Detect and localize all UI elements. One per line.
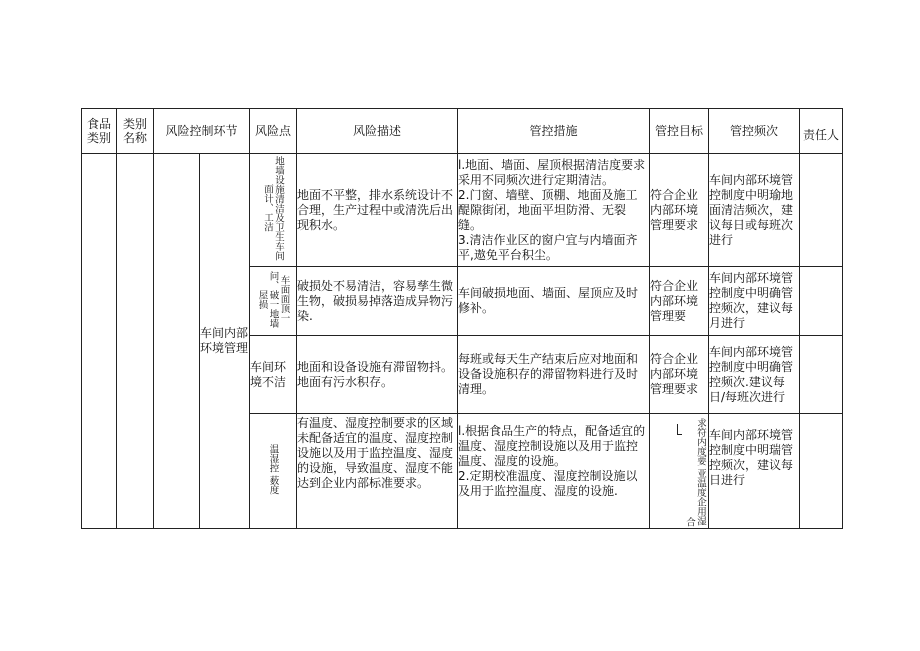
- header-food-category: 食品 类别: [82, 109, 117, 154]
- responsible-cell: [800, 267, 843, 336]
- responsible-cell: [800, 336, 843, 414]
- bracket-mark: [677, 424, 682, 435]
- risk-point-text: 温湿控 薮度: [267, 443, 279, 495]
- food-category-cell: [82, 154, 117, 529]
- control-measures-cell: l.根据食品生产的特点，配备适宜的温度、湿度控制设施以及用于监控温度、湿度的设施。 2.定期校准温度、湿度控制设施以及用于监控温度、湿度的设施.: [458, 414, 650, 529]
- header-control-target: 管控目标: [650, 109, 709, 154]
- control-target-cell: [650, 414, 709, 529]
- responsible-cell: [800, 414, 843, 529]
- control-frequency-cell: 车间内部环境管控制度中明瑞管控频次，建议每日进行: [709, 414, 800, 529]
- risk-description-cell: 地面不平整，排水系统设计不合理，生产过程中或清洗后出现积水。: [297, 154, 458, 267]
- control-target-cell: 符合企业内部环境管理要: [650, 267, 709, 336]
- stage-blank-cell: [154, 154, 200, 529]
- control-frequency-cell: 车间内部环境管控制度中明确管控频次.建议每日/每班次进行: [709, 336, 800, 414]
- header-risk-description: 风险描述: [297, 109, 458, 154]
- header-category-name: 类别 名称: [117, 109, 154, 154]
- control-target-text: 求符内度要 亚温度企用湿合: [684, 418, 707, 526]
- risk-point-cell: [250, 154, 297, 267]
- risk-point-cell: [250, 414, 297, 529]
- control-target-cell: 符合企业内部环境管理要求: [650, 154, 709, 267]
- header-risk-point: 风险点: [250, 109, 297, 154]
- control-measures-cell: 每班或每天生产结束后应对地面和设备设施积存的滞留物料进行及时清理。: [458, 336, 650, 414]
- responsible-cell: [800, 154, 843, 267]
- risk-control-table: [81, 108, 843, 529]
- header-responsible: 责任人: [800, 109, 843, 154]
- header-row: [82, 109, 843, 154]
- control-target-cell: 符合企业内部环境管理要求: [650, 336, 709, 414]
- risk-description-cell: 有温度、湿度控制要求的区域未配备适宜的温度、湿度控制设施以及用于监控温度、湿度的设施，导致温度、湿度不能达到企业内部标准要求。: [297, 414, 458, 529]
- risk-description-cell: 地面和设备设施有滞留物抖。地面有污水积存。: [297, 336, 458, 414]
- control-frequency-cell: 车间内部环境管控制度中明瑜地面清洁频次，建议每日或每班次进行: [709, 154, 800, 267]
- header-control-frequency: 管控频次: [709, 109, 800, 154]
- risk-point-cell: 车间环境不洁: [250, 336, 297, 414]
- header-control-measures: 管控措施: [458, 109, 650, 154]
- risk-point-text: 地墙设施清洁及卫生车间面计、工洁: [262, 155, 285, 261]
- risk-point-text: 车面面顶一问、破一地墙屋损: [256, 270, 290, 328]
- risk-point-cell: [250, 267, 297, 336]
- category-name-cell: [117, 154, 154, 529]
- control-measures-cell: 车间破损地面、墙面、屋顶应及时修补。: [458, 267, 650, 336]
- control-measures-cell: l.地面、墙面、屋顶根据清洁度要求采用不同频次进行定期清洁。 2.门窗、墙壁、顶棚、地面及施工醍隙街闭，地面平坦防滑、无裂缝。 3.清洁作业区的窗户宜与内墙面齐平,遨免平台积尘。: [458, 154, 650, 267]
- risk-description-cell: 破损处不易清洁，容易孳生微生物，破损易掉落造成异物污染.: [297, 267, 458, 336]
- header-control-stage: 风险控制环节: [154, 109, 250, 154]
- control-frequency-cell: 车间内部环境管控制度中明确管控频次，建议每月进行: [709, 267, 800, 336]
- table-row: [82, 154, 843, 267]
- control-stage-cell: 车间内部环境管理: [200, 154, 250, 529]
